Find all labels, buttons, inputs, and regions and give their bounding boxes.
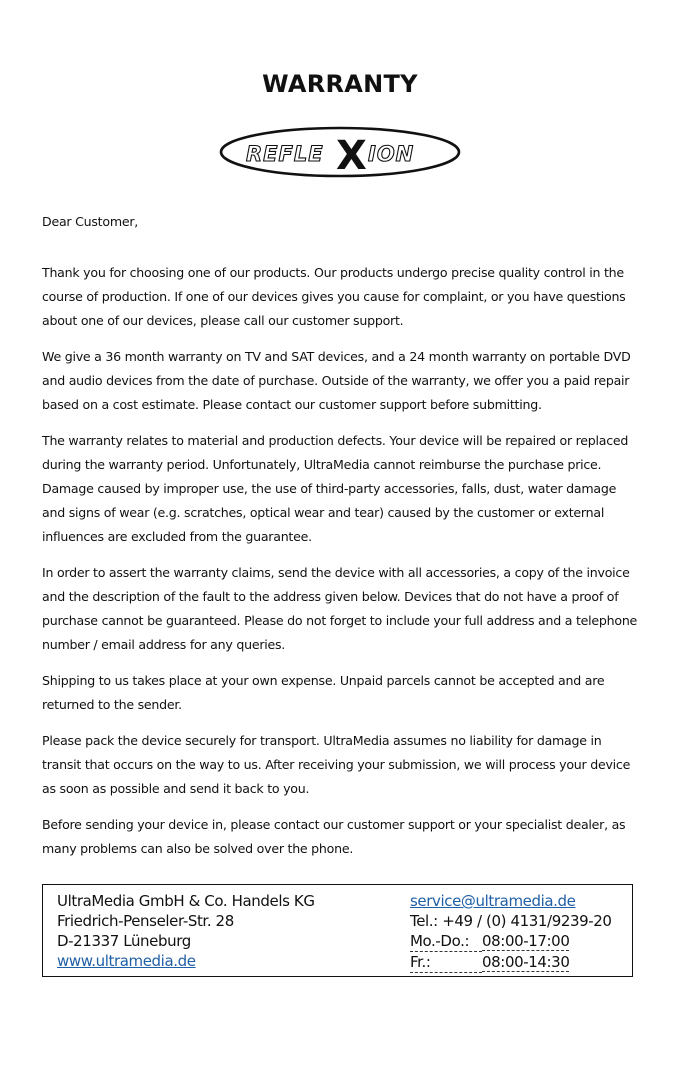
street-address: Friedrich-Penseler-Str. 28 [57,912,234,930]
address-block [57,891,315,971]
greeting: Dear Customer, [42,214,139,229]
reflexion-logo [218,124,462,180]
email-link[interactable]: service@ultramedia.de [410,892,576,910]
hours-time: 08:00-14:30 [482,953,570,971]
page-title: WARRANTY [262,70,418,98]
website-link[interactable]: www.ultramedia.de [57,952,196,970]
hours-days-label: Mo.-Do.: [410,931,482,952]
paragraph-claims: In order to assert the warranty claims, send the device with all accessories, a copy of the invoice and the description of the fault to the address given below. Devices that do not have a proof of purchase cannot be guaranteed. Please do not forget to include your full address and a telephone number / email address for any queries. [42,565,638,652]
hours-weekdays [410,931,612,952]
svg-text:X: X [336,133,367,179]
paragraph-support: Before sending your device in, please contact our customer support or your specialist dealer, as many problems can also be solved over the phone. [42,817,626,856]
hours-days-label: Fr.: [410,952,482,973]
svg-text:REFLE: REFLE [246,142,324,166]
svg-text:ION: ION [368,142,415,166]
paragraph-shipping: Shipping to us takes place at your own expense. Unpaid parcels cannot be accepted and are returned to the sender. [42,673,605,712]
hours-time: 08:00-17:00 [482,932,570,950]
paragraph-packing: Please pack the device securely for transport. UltraMedia assumes no liability for damage in transit that occurs on the way to us. After receiving your submission, we will process your device as soon as possible and send it back to you. [42,733,631,796]
paragraph-intro: Thank you for choosing one of our products. Our products undergo precise quality control in the course of production. If one of our devices gives you cause for complaint, or you have questions about one of our devices, please call our customer support. [42,265,626,328]
paragraph-warranty-scope: The warranty relates to material and production defects. Your device will be repaired or replaced during the warranty period. Unfortunately, UltraMedia cannot reimburse the purchase price. Damage caused by improper use, the use of third-party accessories, falls, dust, water damage and signs of wear (e.g. scratches, optical wear and tear) caused by the customer or external influences are excluded from the guarantee. [42,433,629,544]
phone-number: Tel.: +49 / (0) 4131/9239-20 [410,912,612,930]
contact-info-block [410,891,612,973]
company-name: UltraMedia GmbH & Co. Handels KG [57,892,315,910]
contact-box [42,884,633,977]
paragraph-warranty-period: We give a 36 month warranty on TV and SAT devices, and a 24 month warranty on portable DVD and audio devices from the date of purchase. Outside of the warranty, we offer you a paid repair based on a cost estimate. Please contact our customer support before submitting. [42,349,631,412]
hours-friday [410,952,612,973]
city-address: D-21337 Lüneburg [57,932,191,950]
